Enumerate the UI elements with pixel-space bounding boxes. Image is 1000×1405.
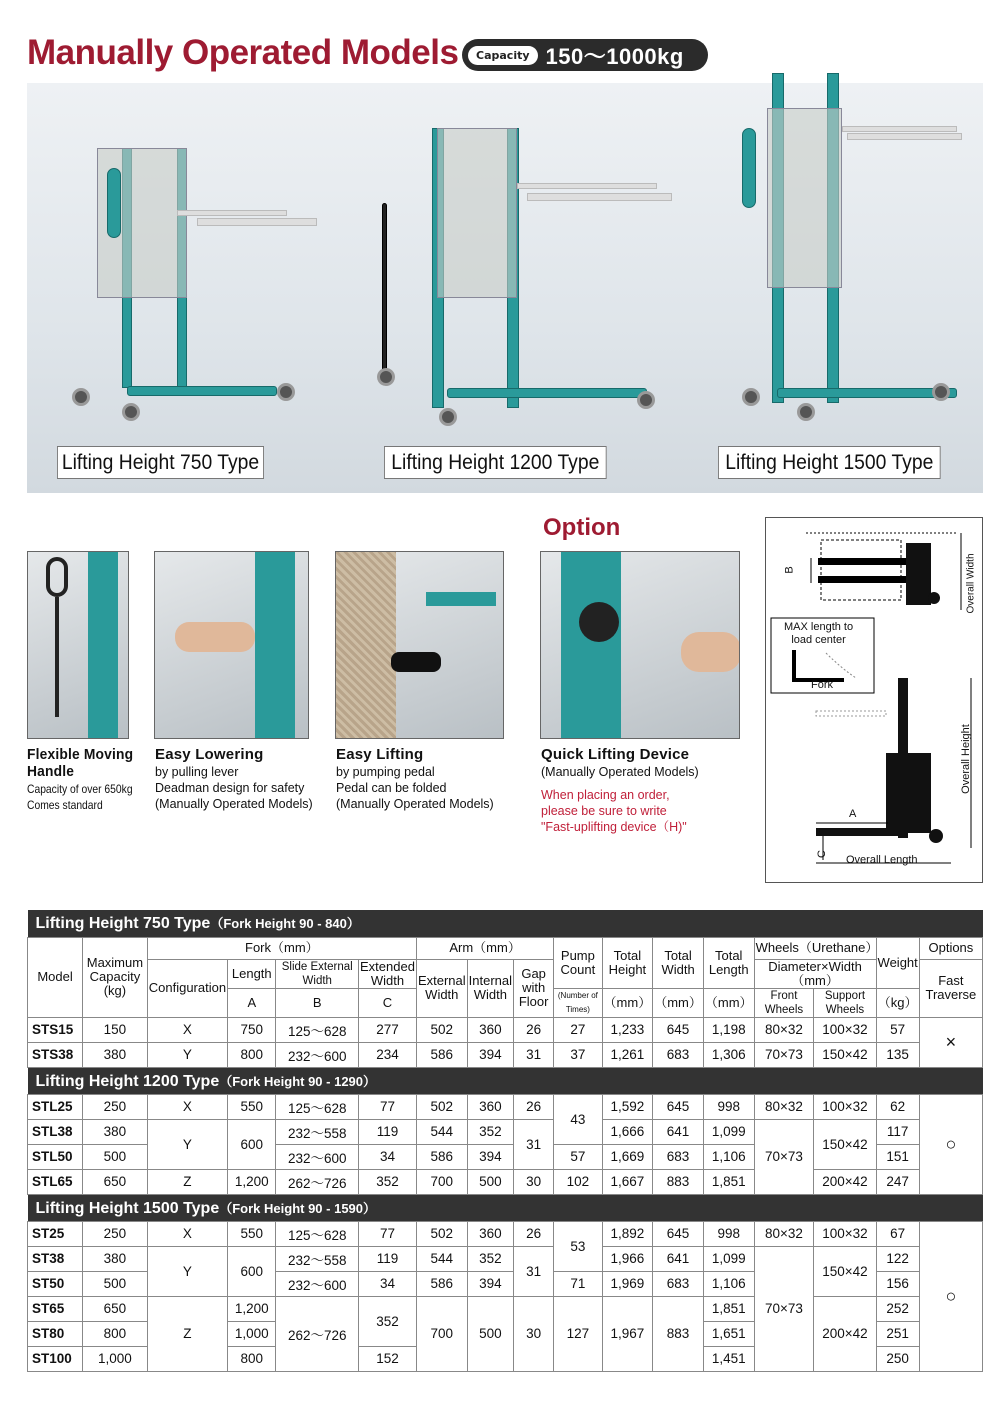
cell: 102	[554, 1169, 602, 1194]
cell: 502	[416, 1017, 467, 1042]
col-fork: Fork（mm）	[147, 937, 416, 959]
col-mm-3: （mm）	[703, 988, 754, 1017]
cell: 80×32	[754, 1017, 814, 1042]
cell: Z	[147, 1169, 227, 1194]
cell: 31	[514, 1246, 554, 1296]
label-overall-width: Overall Width	[965, 553, 977, 614]
cell-model: STS15	[28, 1017, 83, 1042]
product-photo-band	[27, 83, 983, 493]
cell: 34	[359, 1144, 417, 1169]
cell: 77	[359, 1221, 417, 1246]
page-title: Manually Operated Models	[27, 33, 459, 72]
cell: 57	[876, 1017, 919, 1042]
cell: 1,106	[703, 1271, 754, 1296]
col-b: B	[276, 988, 359, 1017]
col-kg: （kg）	[876, 988, 919, 1017]
cell-model: STS38	[28, 1042, 83, 1067]
feature-text-lifting: by pumping pedal Pedal can be folded (Manually Operated Models)	[336, 765, 494, 811]
cell: 1,592	[602, 1094, 653, 1119]
cell: X	[147, 1094, 227, 1119]
cell: 645	[653, 1094, 704, 1119]
cell: 586	[416, 1144, 467, 1169]
cell: 586	[416, 1042, 467, 1067]
option-title: Option	[543, 514, 621, 541]
cell: 1,651	[703, 1321, 754, 1346]
cell: 800	[83, 1321, 148, 1346]
cell-model: STL38	[28, 1119, 83, 1144]
cell: 360	[467, 1221, 513, 1246]
feature-text-quick-lift: (Manually Operated Models)	[541, 765, 699, 779]
label-c: C	[815, 850, 828, 858]
label-b: B	[783, 566, 796, 574]
cell-model: ST38	[28, 1246, 83, 1271]
cell: 380	[83, 1246, 148, 1271]
cell: 1,200	[228, 1169, 276, 1194]
cell: 550	[228, 1094, 276, 1119]
col-configuration: Configuration	[147, 959, 227, 1017]
cell: 352	[467, 1119, 513, 1144]
cell: 252	[876, 1296, 919, 1321]
cell: 122	[876, 1246, 919, 1271]
cell: 232～558	[276, 1246, 359, 1271]
stacker-750-image	[67, 138, 327, 428]
cell: 1,851	[703, 1296, 754, 1321]
col-support-wheels: Support Wheels	[814, 988, 876, 1017]
cell: 100×32	[814, 1094, 876, 1119]
col-slide-width: Slide External Width	[276, 959, 359, 988]
cell: 800	[228, 1346, 276, 1371]
col-mm-2: （mm）	[653, 988, 704, 1017]
cell: 119	[359, 1246, 417, 1271]
col-total-width: Total Width	[653, 937, 704, 988]
feature-photo-handle	[27, 551, 129, 739]
table-row	[28, 1042, 983, 1067]
col-model: Model	[28, 937, 83, 1017]
cell: 1,851	[703, 1169, 754, 1194]
cell: 53	[554, 1221, 602, 1271]
cell: 500	[467, 1169, 513, 1194]
cell: 71	[554, 1271, 602, 1296]
col-total-length: Total Length	[703, 937, 754, 988]
cell: 500	[467, 1296, 513, 1371]
cell: 27	[554, 1017, 602, 1042]
col-fast-traverse: Fast Traverse	[919, 959, 982, 1017]
cell: 31	[514, 1042, 554, 1067]
cell: 62	[876, 1094, 919, 1119]
cell: 34	[359, 1271, 417, 1296]
cell: 645	[653, 1017, 704, 1042]
cell: 70×73	[754, 1042, 814, 1067]
table-row	[28, 1221, 983, 1246]
cell: 80×32	[754, 1094, 814, 1119]
label-fork: Fork	[811, 679, 833, 691]
cell: 200×42	[814, 1169, 876, 1194]
col-weight: Weight	[876, 937, 919, 988]
cell: 30	[514, 1169, 554, 1194]
col-internal-width: Internal Width	[467, 959, 513, 1017]
cell: 1,000	[83, 1346, 148, 1371]
col-arm: Arm（mm）	[416, 937, 553, 959]
cell: 119	[359, 1119, 417, 1144]
cell: 125～628	[276, 1017, 359, 1042]
cell: 1,967	[602, 1296, 653, 1371]
cell: Y	[147, 1246, 227, 1296]
cell-model: STL25	[28, 1094, 83, 1119]
option-photo-quick-lift	[540, 551, 740, 739]
cell: 1,106	[703, 1144, 754, 1169]
cell: 1,892	[602, 1221, 653, 1246]
cell: 250	[83, 1221, 148, 1246]
cell: 152	[359, 1346, 417, 1371]
cell-option: ○	[919, 1221, 982, 1371]
cell: Z	[147, 1296, 227, 1371]
cell: 700	[416, 1169, 467, 1194]
table-row	[28, 1017, 983, 1042]
col-external-width: External Width	[416, 959, 467, 1017]
cell: 380	[83, 1119, 148, 1144]
dimension-diagram	[765, 517, 983, 883]
cell: 156	[876, 1271, 919, 1296]
cell: 502	[416, 1221, 467, 1246]
cell: 998	[703, 1221, 754, 1246]
col-length: Length	[228, 959, 276, 988]
cell: 234	[359, 1042, 417, 1067]
cell: 67	[876, 1221, 919, 1246]
cell: 700	[416, 1296, 467, 1371]
cell: 1,451	[703, 1346, 754, 1371]
col-capacity: Maximum Capacity (kg)	[83, 937, 148, 1017]
cell: 1,198	[703, 1017, 754, 1042]
col-front-wheels: Front Wheels	[754, 988, 814, 1017]
col-gap: Gap with Floor	[514, 959, 554, 1017]
label-overall-height: Overall Height	[960, 724, 972, 794]
cell: 232～558	[276, 1119, 359, 1144]
cell: 883	[653, 1296, 704, 1371]
cell: 30	[514, 1296, 554, 1371]
cell: 150	[83, 1017, 148, 1042]
cell: 31	[514, 1119, 554, 1169]
type-label-750: Lifting Height 750 Type	[57, 446, 264, 479]
cell: 26	[514, 1221, 554, 1246]
cell: 1,099	[703, 1119, 754, 1144]
cell: 645	[653, 1221, 704, 1246]
col-a: A	[228, 988, 276, 1017]
feature-text-lowering: by pulling lever Deadman design for safety (Manually Operated Models)	[155, 765, 313, 811]
cell: 232～600	[276, 1271, 359, 1296]
section-bar-1500: Lifting Height 1500 Type（Fork Height 90 - 1590）	[28, 1194, 983, 1221]
cell: 352	[359, 1169, 417, 1194]
feature-title-lifting: Easy Lifting	[336, 746, 424, 763]
option-order-note: When placing an order, please be sure to write "Fast-uplifting device（H)"	[541, 788, 687, 834]
section-bar-750: Lifting Height 750 Type（Fork Height 90 - 840）	[28, 910, 983, 937]
cell: 125～628	[276, 1221, 359, 1246]
capacity-range: 150～1000kg	[545, 43, 684, 69]
section-bar-1200: Lifting Height 1200 Type（Fork Height 90 - 1290）	[28, 1067, 983, 1094]
col-pump-unit: (Number of Times)	[554, 988, 602, 1017]
cell: 251	[876, 1321, 919, 1346]
cell: 360	[467, 1094, 513, 1119]
feature-photo-lowering	[154, 551, 309, 739]
cell: Y	[147, 1119, 227, 1169]
cell-model: ST50	[28, 1271, 83, 1296]
cell: 650	[83, 1296, 148, 1321]
cell: 117	[876, 1119, 919, 1144]
cell: 70×73	[754, 1246, 814, 1371]
cell: 750	[228, 1017, 276, 1042]
cell: X	[147, 1017, 227, 1042]
cell: 26	[514, 1094, 554, 1119]
stacker-1200-image	[377, 123, 687, 433]
cell: 544	[416, 1246, 467, 1271]
cell: 135	[876, 1042, 919, 1067]
cell: 1,261	[602, 1042, 653, 1067]
cell: 1,669	[602, 1144, 653, 1169]
cell: 277	[359, 1017, 417, 1042]
type-label-1200: Lifting Height 1200 Type	[384, 446, 607, 479]
cell: 550	[228, 1221, 276, 1246]
col-extended-width: Extended Width	[360, 958, 415, 988]
cell: 70×73	[754, 1119, 814, 1194]
cell: 77	[359, 1094, 417, 1119]
cell: 232～600	[276, 1042, 359, 1067]
cell: 43	[554, 1094, 602, 1144]
cell: 37	[554, 1042, 602, 1067]
cell: 127	[554, 1296, 602, 1371]
cell: 1,306	[703, 1042, 754, 1067]
cell: 641	[653, 1119, 704, 1144]
cell-model: STL65	[28, 1169, 83, 1194]
cell: 150×42	[814, 1119, 876, 1169]
cell-model: ST80	[28, 1321, 83, 1346]
cell: 683	[653, 1144, 704, 1169]
cell: 360	[467, 1017, 513, 1042]
cell: 1,966	[602, 1246, 653, 1271]
type-label-1500: Lifting Height 1500 Type	[718, 446, 941, 479]
cell: 250	[83, 1094, 148, 1119]
cell: 500	[83, 1144, 148, 1169]
cell: 247	[876, 1169, 919, 1194]
cell-model: STL50	[28, 1144, 83, 1169]
cell: 683	[653, 1042, 704, 1067]
col-pump: Pump Count	[554, 937, 602, 988]
cell-option: ×	[919, 1017, 982, 1067]
cell: 352	[359, 1296, 417, 1346]
cell-model: ST65	[28, 1296, 83, 1321]
capacity-label: Capacity	[468, 46, 538, 65]
cell: 125～628	[276, 1094, 359, 1119]
feature-title-handle: Flexible Moving Handle	[27, 746, 134, 780]
cell: 100×32	[814, 1221, 876, 1246]
feature-title-quick-lift: Quick Lifting Device	[541, 746, 690, 763]
cell: 1,099	[703, 1246, 754, 1271]
table-row	[28, 1119, 983, 1144]
table-row	[28, 1246, 983, 1271]
col-c: C	[359, 988, 417, 1017]
cell: 200×42	[814, 1296, 876, 1371]
cell: 800	[228, 1042, 276, 1067]
cell: 998	[703, 1094, 754, 1119]
cell: 544	[416, 1119, 467, 1144]
cell: 100×32	[814, 1017, 876, 1042]
label-max-length: MAX length to load center	[784, 621, 854, 646]
cell: 394	[467, 1144, 513, 1169]
col-options: Options	[919, 937, 982, 959]
cell: 683	[653, 1271, 704, 1296]
label-a: A	[849, 808, 857, 820]
cell: 262～726	[276, 1296, 359, 1371]
cell: 600	[228, 1246, 276, 1296]
cell: 500	[83, 1271, 148, 1296]
cell: 1,000	[228, 1321, 276, 1346]
cell: 650	[83, 1169, 148, 1194]
cell: 150×42	[814, 1042, 876, 1067]
table-row	[28, 1169, 983, 1194]
cell: 57	[554, 1144, 602, 1169]
cell: 80×32	[754, 1221, 814, 1246]
capacity-badge	[462, 39, 708, 71]
cell: 586	[416, 1271, 467, 1296]
cell: 150×42	[814, 1246, 876, 1296]
feature-photo-lifting	[335, 551, 504, 739]
label-overall-length: Overall Length	[846, 854, 918, 866]
table-row	[28, 1094, 983, 1119]
col-diameter-width: Diameter×Width（mm）	[754, 959, 876, 988]
cell: 1,233	[602, 1017, 653, 1042]
cell: 641	[653, 1246, 704, 1271]
cell: 352	[467, 1246, 513, 1271]
cell-model: ST25	[28, 1221, 83, 1246]
cell: 502	[416, 1094, 467, 1119]
cell-model: ST100	[28, 1346, 83, 1371]
feature-text-handle: Capacity of over 650kg Comes standard	[27, 782, 133, 812]
cell: 600	[228, 1119, 276, 1169]
cell: 1,667	[602, 1169, 653, 1194]
feature-title-lowering: Easy Lowering	[155, 746, 264, 763]
cell: 232～600	[276, 1144, 359, 1169]
cell: 380	[83, 1042, 148, 1067]
dimension-drawing	[766, 518, 981, 881]
cell: Y	[147, 1042, 227, 1067]
table-row	[28, 1296, 983, 1321]
spec-table	[27, 910, 983, 1372]
cell: 394	[467, 1271, 513, 1296]
col-mm-1: （mm）	[602, 988, 653, 1017]
cell: 1,666	[602, 1119, 653, 1144]
cell: 26	[514, 1017, 554, 1042]
cell: 262～726	[276, 1169, 359, 1194]
stacker-1500-image	[732, 68, 982, 428]
col-wheels: Wheels（Urethane）	[754, 937, 876, 959]
cell: 1,200	[228, 1296, 276, 1321]
cell: 883	[653, 1169, 704, 1194]
cell: X	[147, 1221, 227, 1246]
col-total-height: Total Height	[602, 937, 653, 988]
cell-option: ○	[919, 1094, 982, 1194]
cell: 1,969	[602, 1271, 653, 1296]
cell: 250	[876, 1346, 919, 1371]
cell: 394	[467, 1042, 513, 1067]
cell: 151	[876, 1144, 919, 1169]
